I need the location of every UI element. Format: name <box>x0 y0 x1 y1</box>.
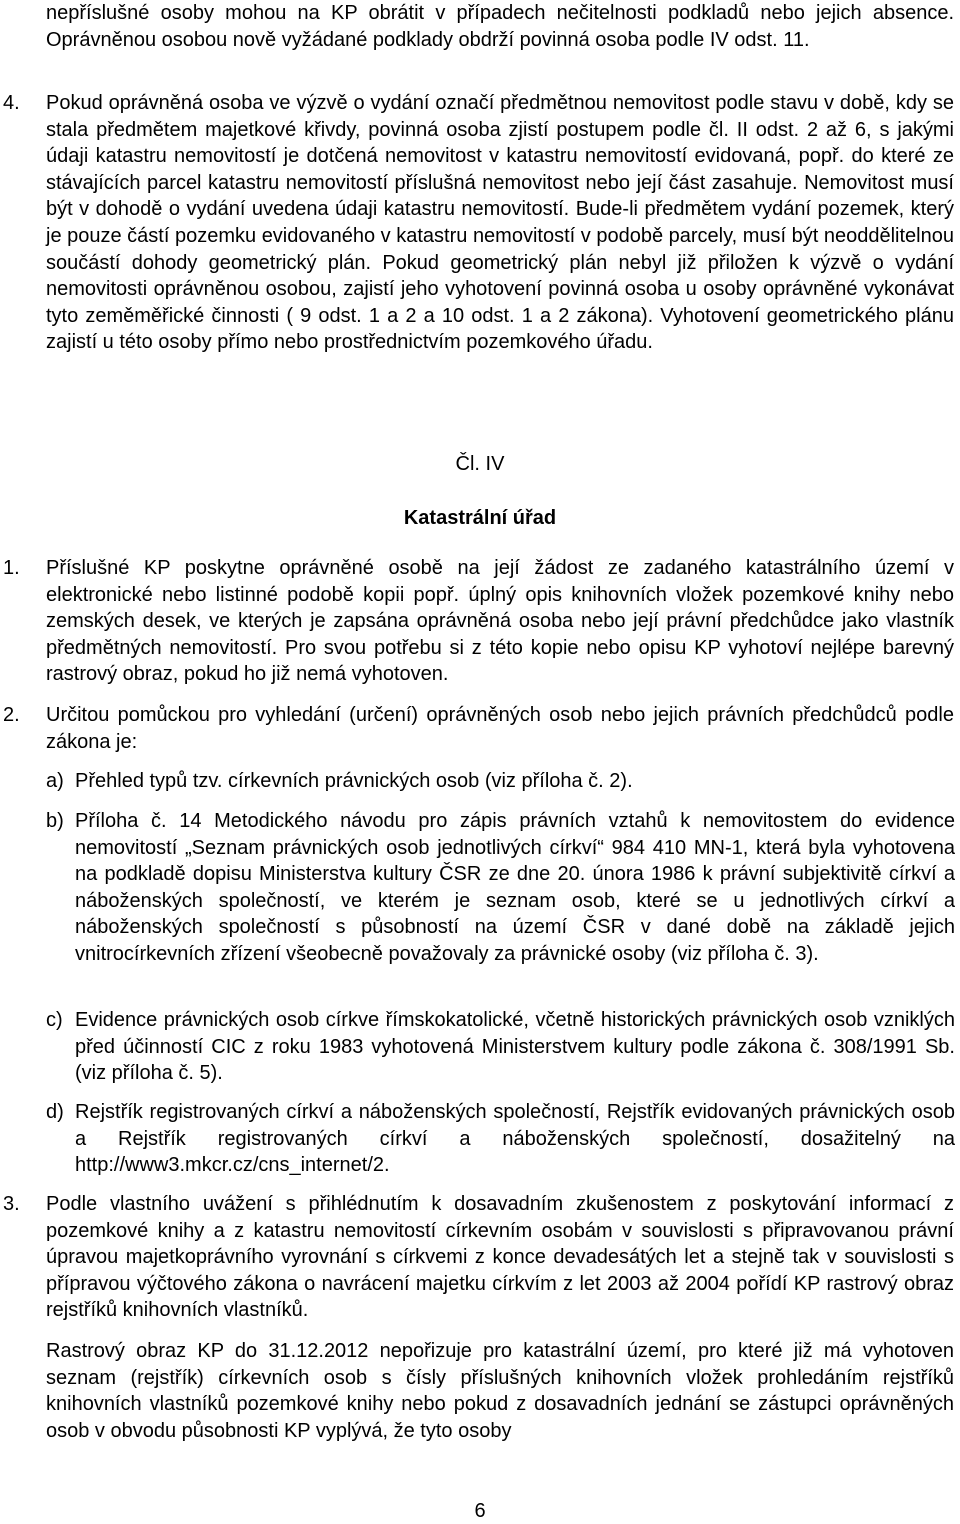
item-4-paragraph: Pokud oprávněná osoba ve výzvě o vydání označí předmětnou nemovitost podle stavu v době, kdy se stala předmětem majetkové křivdy, povinná osoba zjistí postupem podle čl. II odst. 2 až 6, s jakými údaji katastru nemovitostí je dotčená nemovitost v katastru nemovitostí evidovaná, popř. do které ze stávajících parcel katastru nemovitostí příslušná nemovitost nebo její část zasahuje. Nemovitost musí být v dohodě o vydání uvedena údaji katastru nemovitostí. Bude-li předmětem vydání pozemek, který je pouze částí pozemku evidovaného v katastru nemovitostí v podobě parcely, musí být neoddělitelnou součástí dohody geometrický plán. Pokud geometrický plán nebyl již přiložen k výzvě o vydání nemovitosti oprávněnou osobou, zajistí jeho vyhotovení povinná osoba u osoby oprávněné vykonávat tyto zeměměřické činnosti ( 9 odst. 1 a 2 a 10 odst. 1 a 2 zákona). Vyhotovení geometrického plánu zajistí u této osoby přímo nebo prostřednictvím pozemkového úřadu. <box>46 92 954 354</box>
item-3-number: 3. <box>3 1193 20 1215</box>
subitem-b-label: b) <box>46 810 64 832</box>
item-1-paragraph: Příslušné KP poskytne oprávněné osobě na její žádost ze zadaného katastrálního území v elektronické nebo listinné podobě kopii popř. úplný opis knihovních vložek pozemkové knihy nebo zemských desek, ve kterých je zapsána oprávněná osoba nebo její právní předchůdce jako vlastník předmětných nemovitostí. Pro svou potřebu si z této kopie nebo opisu KP vyhotoví nejlépe barevný rastrový obraz, pokud ho již nemá vyhotoven. <box>46 557 954 686</box>
item-4-number: 4. <box>3 92 20 114</box>
subitem-c-text: Evidence právnických osob církve římskokatolické, včetně historických právnických osob vzniklých před účinností CIC z roku 1983 vyhotovená Ministerstvem kultury podle zákona č. 308/1991 Sb. (viz příloha č. 5). <box>75 1009 955 1085</box>
intro-paragraph: nepříslušné osoby mohou na KP obrátit v případech nečitelnosti podkladů nebo jejich absence. Oprávněnou osobou nově vyžádané podklady obdrží povinná osoba podle IV odst. 11. <box>46 2 954 51</box>
item-2-number: 2. <box>3 704 20 726</box>
subitem-d-text: Rejstřík registrovaných církví a náboženských společností, Rejstřík evidovaných právnických osob a Rejstřík registrovaných církví a náboženských společností, dosažitelný na http://www3.mkcr.cz/cns_internet/2. <box>75 1101 955 1177</box>
article-title: Katastrální úřad <box>403 507 557 529</box>
subitem-b-text: Příloha č. 14 Metodického návodu pro zápis právních vztahů k nemovitostem do evidence nemovitostí „Seznam právnických osob jednotlivých církví“ 984 410 MN-1, která byla vyhotovena na podkladě dopisu Ministerstva kultury ČSR ze dne 20. února 1986 k právní subjektivitě církví a náboženských společností, ve kterém je seznam osob, které se u jednotlivých církví a náboženských společností s působností na území ČSR v dané době na základě jejich vnitrocírkevních zřízení všeobecně považovaly za právnické osoby (viz příloha č. 3). <box>75 810 955 965</box>
item-3-paragraph: Podle vlastního uvážení s přihlédnutím k dosavadním zkušenostem z poskytování informací z pozemkové knihy a z katastru nemovitostí církevním osobám v souvislosti s připravovanou právní úpravou majetkoprávního vyrovnání s církvemi z konce devadesátých let a stejně tak v souvislosti s přípravou výčtového zákona o navrácení majetku církvím z let 2003 až 2004 pořídí KP rastrový obraz rejstříků knihovních vlastníků. <box>46 1193 954 1322</box>
subitem-d-label: d) <box>46 1101 64 1123</box>
subitem-c-label: c) <box>46 1009 63 1031</box>
item-2-paragraph: Určitou pomůckou pro vyhledání (určení) oprávněných osob nebo jejich právních předchůdců podle zákona je: <box>46 704 954 753</box>
subitem-a-label: a) <box>46 770 64 792</box>
item-1-number: 1. <box>3 557 20 579</box>
page-number: 6 <box>474 1500 486 1522</box>
article-number: Čl. IV <box>455 453 505 475</box>
item-3-continuation: Rastrový obraz KP do 31.12.2012 nepořizuje pro katastrální území, pro které již má vyhotoven seznam (rejstřík) církevních osob s čísly příslušných knihovních vložek prohledáním rejstříků knihovních vlastníků pozemkové knihy nebo pokud z dosavadních jednání se zástupci oprávněných osob v obvodu působnosti KP vyplývá, že tyto osoby <box>46 1340 954 1442</box>
subitem-a-text: Přehled typů tzv. církevních právnických osob (viz příloha č. 2). <box>75 770 633 792</box>
